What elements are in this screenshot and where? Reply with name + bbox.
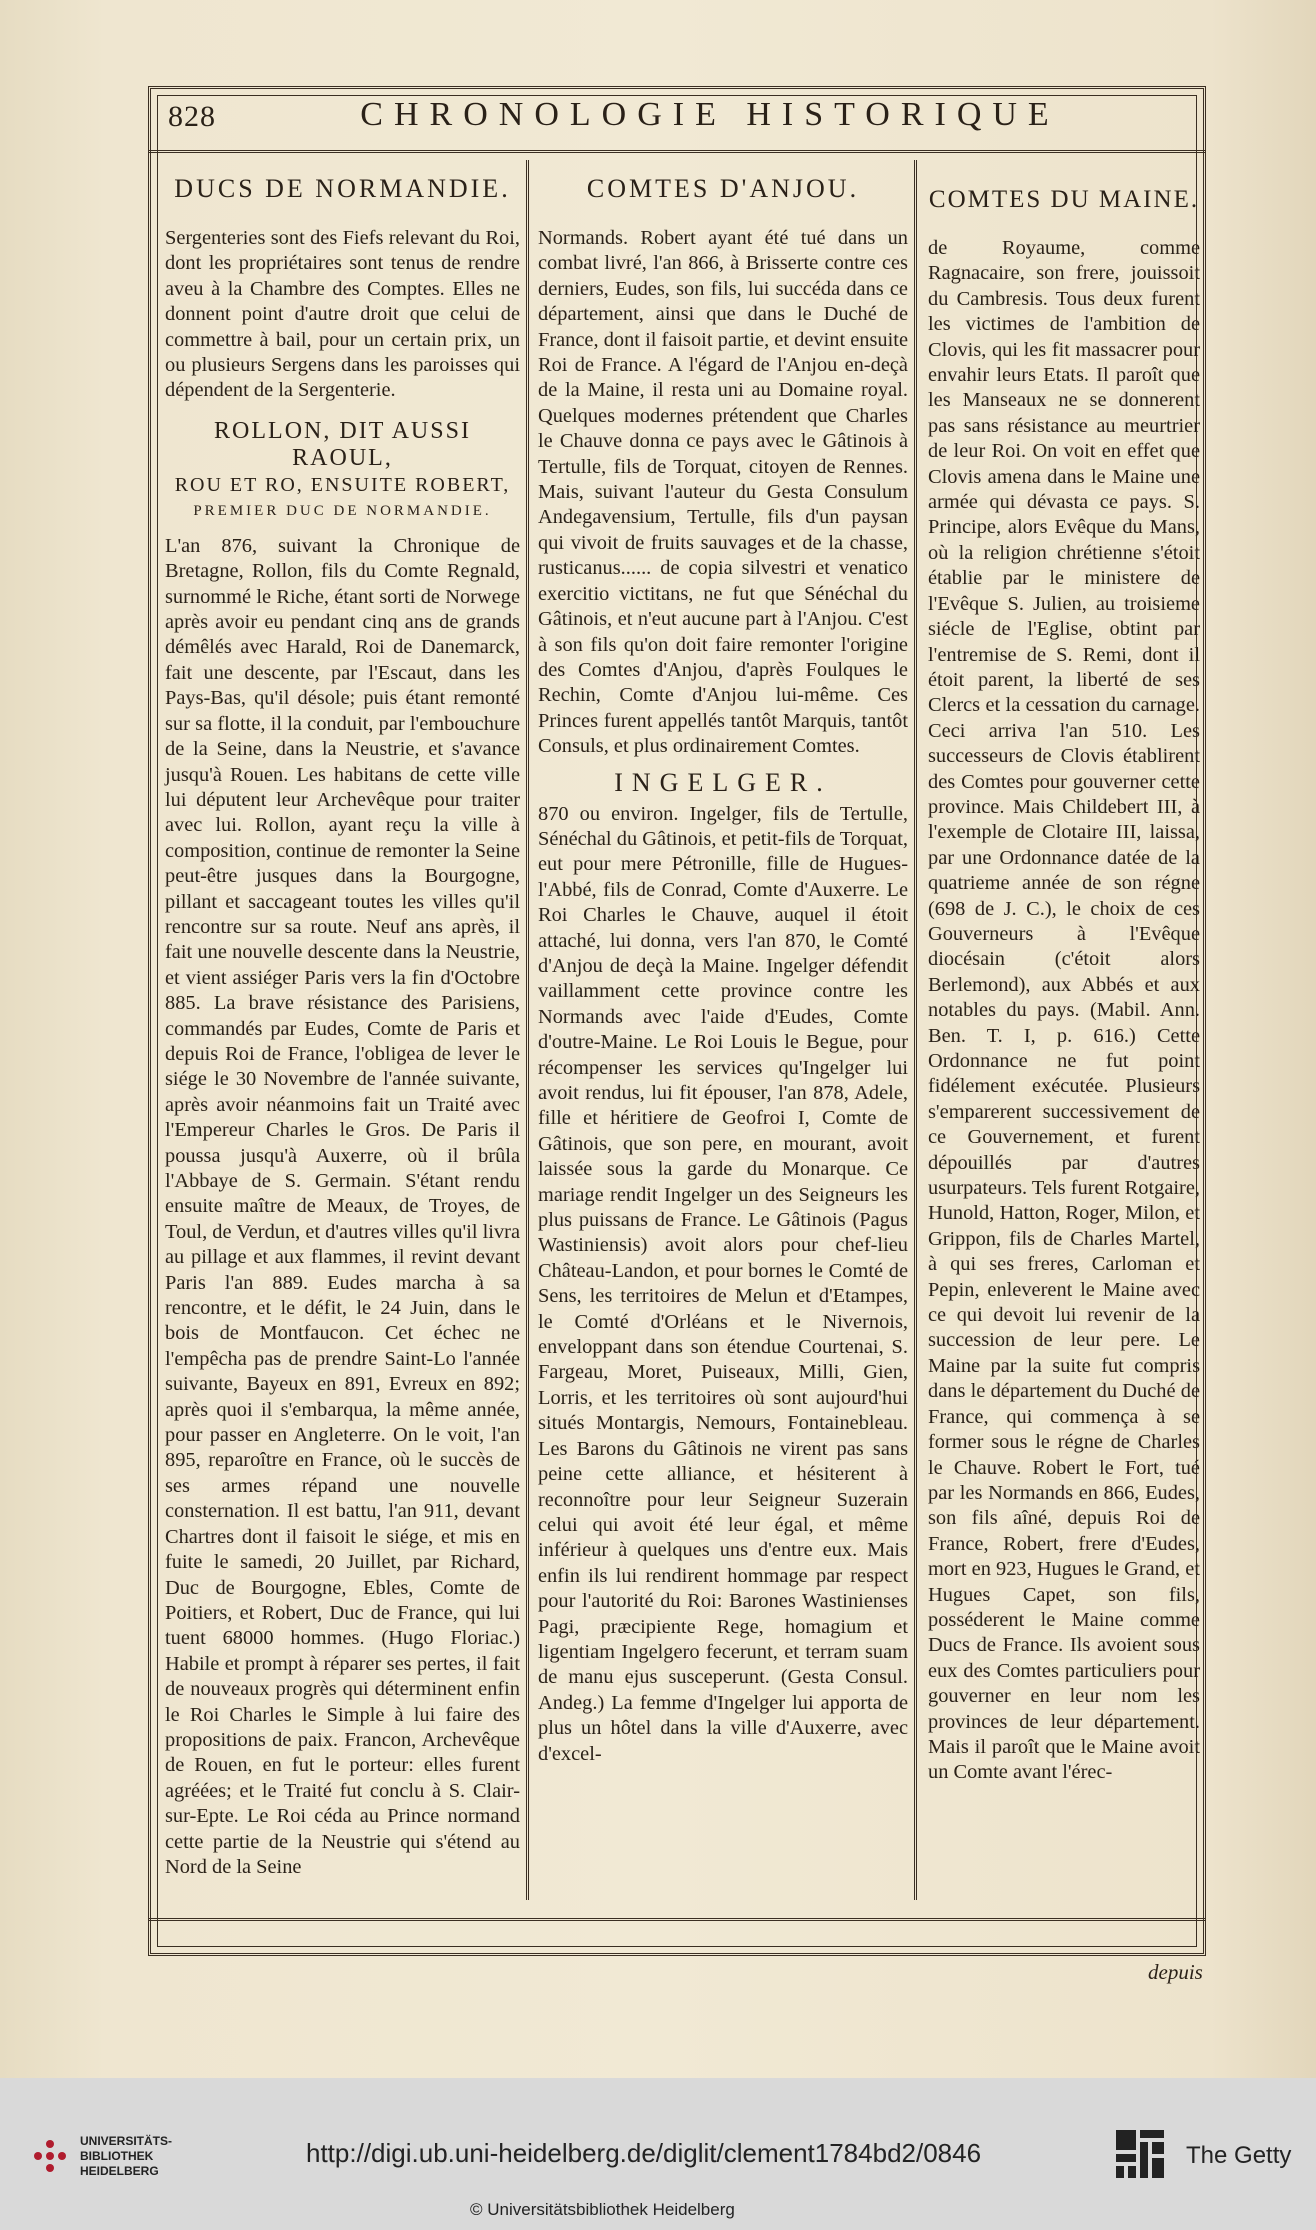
permalink-url[interactable]: http://digi.ub.uni-heidelberg.de/diglit/clement1784bd2/0846 xyxy=(306,2138,982,2168)
column-text xyxy=(165,534,520,1881)
paragraph-rollon: L'an 876, suivant la Chronique de Bretagne, Rollon, fils du Comte Regnald, surnommé le Riche, étant sorti de Norwege après avoir eu pendant cinq ans de grands démêlés avec Harald, Roi de Danemarck, fait une descente, par l'Escaut, dans les Pays-Bas, qu'il désole; puis étant remonté sur sa flotte, il la conduit, par l'embouchure de la Seine, dans la Neustrie, et s'avance jusqu'à Rouen. Les habitans de cette ville lui députent leur Archevêque pour traiter avec lui. Rollon, ayant reçu la ville à composition, continue de remonter la Seine peut-être jusques dans la Bourgogne, pillant et saccageant toutes les villes qu'il rencontre sur sa route. Neuf ans après, il fait une nouvelle descente dans la Neustrie, et vient assiéger Paris vers la fin d'Octobre 885. La brave résistance des Parisiens, commandés par Eudes, Comte de Paris et depuis Roi de France, l'obligea de lever le siége le 30 Novembre de l'année suivante, après avoir néanmoins fait un Traité avec l'Empereur Charles le Gros. De Paris il poussa jusqu'à Auxerre, où il brûla l'Abbaye de S. Germain. S'étant rendu ensuite maître de Meaux, de Troyes, de Toul, de Verdun, et d'autres villes qu'il livra au pillage et aux flammes, il revint devant Paris l'an 889. Eudes marcha à sa rencontre, et le défit, le 24 Juin, dans le bois de Montfaucon. Cet échec ne l'empêcha pas de prendre Saint-Lo l'année suivante, Bayeux en 891, Evreux en 892; après quoi il s'embarqua, la même année, pour passer en Angleterre. On le voit, l'an 895, reparoître en France, où le succès de ses armes répand une nouvelle consternation. Il est battu, l'an 911, devant Chartres dont il faisoit le siége, et mis en fuite le samedi, 20 Juillet, par Richard, Duc de Bourgogne, Ebles, Comte de Poitiers, et Robert, Duc de France, qui lui tuent 68000 hommes. (Hugo Floriac.) Habile et prompt à réparer ses pertes, il fait de nouveaux progrès qui déterminent enfin le Roi Charles le Simple à lui faire des propositions de paix. Francon, Archevêque de Rouen, en fut le porteur: elles furent agréées; et le Traité fut conclu à S. Clair-sur-Epte. Le Roi céda au Prince normand cette partie de la Neustrie qui s'étend au Nord de la Seine xyxy=(165,534,520,1878)
university-library-logo-icon xyxy=(30,2136,70,2176)
column-text xyxy=(165,226,520,404)
column-comtes-maine xyxy=(928,160,1200,1948)
section-title-ingelger: INGELGER. xyxy=(614,767,832,797)
column-ducs-normandie xyxy=(165,160,520,1948)
column-heading: COMTES D'ANJOU. xyxy=(586,174,860,203)
getty-logo-icon xyxy=(1114,2128,1166,2180)
university-library-name: UNIVERSITÄTS- BIBLIOTHEK HEIDELBERG xyxy=(80,2134,173,2178)
column-heading: DUCS DE NORMANDIE. xyxy=(174,174,511,203)
catchword: depuis xyxy=(1148,1960,1203,1984)
paragraph-anjou-origins: Normands. Robert ayant été tué dans un combat livré, l'an 866, à Brisserte contre ces derniers, Eudes, son fils, lui succéda dans ce département, ainsi que dans le Duché de France, dont il faisoit partie, et devint ensuite Roi de France. A l'égard de l'Anjou en-deçà de la Maine, il resta uni au Domaine royal. Quelques modernes prétendent que Charles le Chauve donna ce pays avec le Gâtinois à Tertulle, fils de Torquat, citoyen de Rennes. Mais, suivant l'auteur du Gesta Consulum Andegavensium, Tertulle, fils d'un paysan qui vivoit de fruits sauvages et de la chasse, rusticanus...... de copia silvestri et venatico exercitio victitans, ne fut que Sénéchal du Gâtinois, et n'eut aucune part à l'Anjou. C'est à son fils qu'on doit faire remonter l'origine des Comtes d'Anjou, d'après Foulques le Rechin, Comte d'Anjou lui-même. Ces Princes furent appellés tantôt Marquis, tantôt Consuls, et plus ordinairement Comtes. xyxy=(538,227,908,758)
running-head: CHRONOLOGIE HISTORIQUE xyxy=(360,96,1060,133)
paragraph-ingelger: 870 ou environ. Ingelger, fils de Tertulle, Sénéchal du Gâtinois, et petit-fils de Torquat, eut pour mere Pétronille, fille de Hugues-l'Abbé, fils de Conrad, Comte d'Auxerre. Le Roi Charles le Chauve, auquel il étoit attaché, lui donna, vers l'an 870, le Comté d'Anjou de deçà la Maine. Ingelger défendit vaillamment cette province contre les Normands avec l'aide d'Eudes, Comte d'outre-Maine. Le Roi Louis le Begue, pour récompenser les services qu'Ingelger lui avoit rendus, lui fit épouser, l'an 878, Adele, fille et héritiere de Geofroi I, Comte de Gâtinois, que son pere, en mourant, avoit laissée sous la garde du Monarque. Ce mariage rendit Ingelger un des Seigneurs les plus puissans de France. Le Gâtinois (Pagus Wastiniensis) avoit alors pour chef-lieu Château-Landon, et pour bornes le Comté de Sens, les territoires de Melun et d'Etampes, le Comté d'Orléans et le Nivernois, enveloppant dans son étendue Courtenai, S. Fargeau, Moret, Puiseaux, Milli, Gien, Lorris, et les territoires où sont aujourd'hui situés Montargis, Nemours, Fontainebleau. Les Barons du Gâtinois ne virent pas sans peine cette alliance, et hésiterent à reconnoître pour leur Seigneur Suzerain celui qui avoit été leur égal, et même inférieur à quelques uns d'entre eux. Mais enfin ils lui rendirent hommage par respect pour l'autorité du Roi: Barones Wastinienses Pagi, præcipiente Rege, homagium et ligentiam Ingelgero fecerunt, et terram suam de manu ejus susceperunt. (Gesta Consul. Andeg.) La femme d'Ingelger lui apporta de plus un hôtel dans la ville d'Auxerre, avec d'excel- xyxy=(538,802,908,1765)
bottom-rule xyxy=(148,1918,1206,1921)
column-rule-2 xyxy=(914,160,917,1900)
partner-name: The Getty xyxy=(1186,2142,1292,2169)
column-heading: COMTES DU MAINE. xyxy=(928,186,1200,213)
page-number: 828 xyxy=(168,100,216,133)
copyright-notice: © Universitätsbibliothek Heidelberg xyxy=(470,2200,735,2219)
section-title-rollon xyxy=(165,418,520,520)
column-comtes-anjou xyxy=(538,160,908,1948)
paragraph-sergenteries: Sergenteries sont des Fiefs relevant du Roi, dont les propriétaires sont tenus de rendre aveu à la Chambre des Comptes. Elles ne donnent point d'autre droit que celui de commettre à bail, pour un certain prix, un ou plusieurs Sergens dans les paroisses qui dépendent de la Sergenterie. xyxy=(165,227,520,402)
title-line: ROU ET RO, ENSUITE ROBERT, xyxy=(174,473,511,496)
title-line: PREMIER DUC DE NORMANDIE. xyxy=(193,502,492,519)
column-text xyxy=(538,802,908,1767)
paragraph-maine: de Royaume, comme Ragnacaire, son frere, jouissoit du Cambresis. Tous deux furent les victimes de l'ambition de Clovis, qui les fit massacrer pour envahir leurs Etats. Il paroît que les Manseaux ne se donnerent pas sans résistance au meurtrier de leur Roi. On voit en effet que Clovis amena dans le Maine une armée qui dévasta ce pays. S. Principe, alors Evêque du Mans, où la religion chrétienne s'étoit établie par le ministere de l'Evêque S. Julien, au troisieme siécle de l'Eglise, obtint par l'entremise de S. Remi, dont il étoit parent, la liberté de ses Clercs et la cessation du carnage. Ceci arriva l'an 510. Les successeurs de Clovis établirent des Comtes pour gouverner cette province. Mais Childebert III, à l'exemple de Clotaire III, laissa, par une Ordonnance datée de la quatrieme année de son régne (698 de J. C.), le choix de ces Gouverneurs à l'Evêque diocésain (c'étoit alors Berlemond), aux Abbés et aux notables du pays. (Mabil. Ann. Ben. T. I, p. 616.) Cette Ordonnance ne fut point fidélement exécutée. Plusieurs s'emparerent successivement de ce Gouvernement, et furent dépouillés par d'autres usurpateurs. Tels furent Rotgaire, Hunold, Hatton, Roger, Milon, et Grippon, fils de Charles Martel, à qui ses freres, Carloman et Pepin, enleverent le Maine avec ce qui devoit lui revenir de la succession de leur pere. Le Maine par la suite fut compris dans le département du Duché de France, qui commença à se former sous le régne de Charles le Chauve. Robert le Fort, tué par les Normands en 866, Eudes, son fils aîné, depuis Roi de France, Robert, frere d'Eudes, mort en 923, Hugues le Grand, et Hugues Capet, son fils, posséderent le Maine comme Ducs de France. Ils avoient sous eux des Comtes particuliers pour gouverner en leur nom les provinces de leur département. Mais il paroît que le Maine avoit un Comte avant l'érec- xyxy=(928,237,1200,1784)
column-rule-1 xyxy=(526,160,529,1900)
column-text xyxy=(538,226,908,760)
viewer-footer xyxy=(0,2078,1316,2230)
title-line: ROLLON, DIT AUSSI RAOUL, xyxy=(214,417,471,471)
header-rule xyxy=(148,150,1206,153)
column-text xyxy=(928,236,1200,1786)
